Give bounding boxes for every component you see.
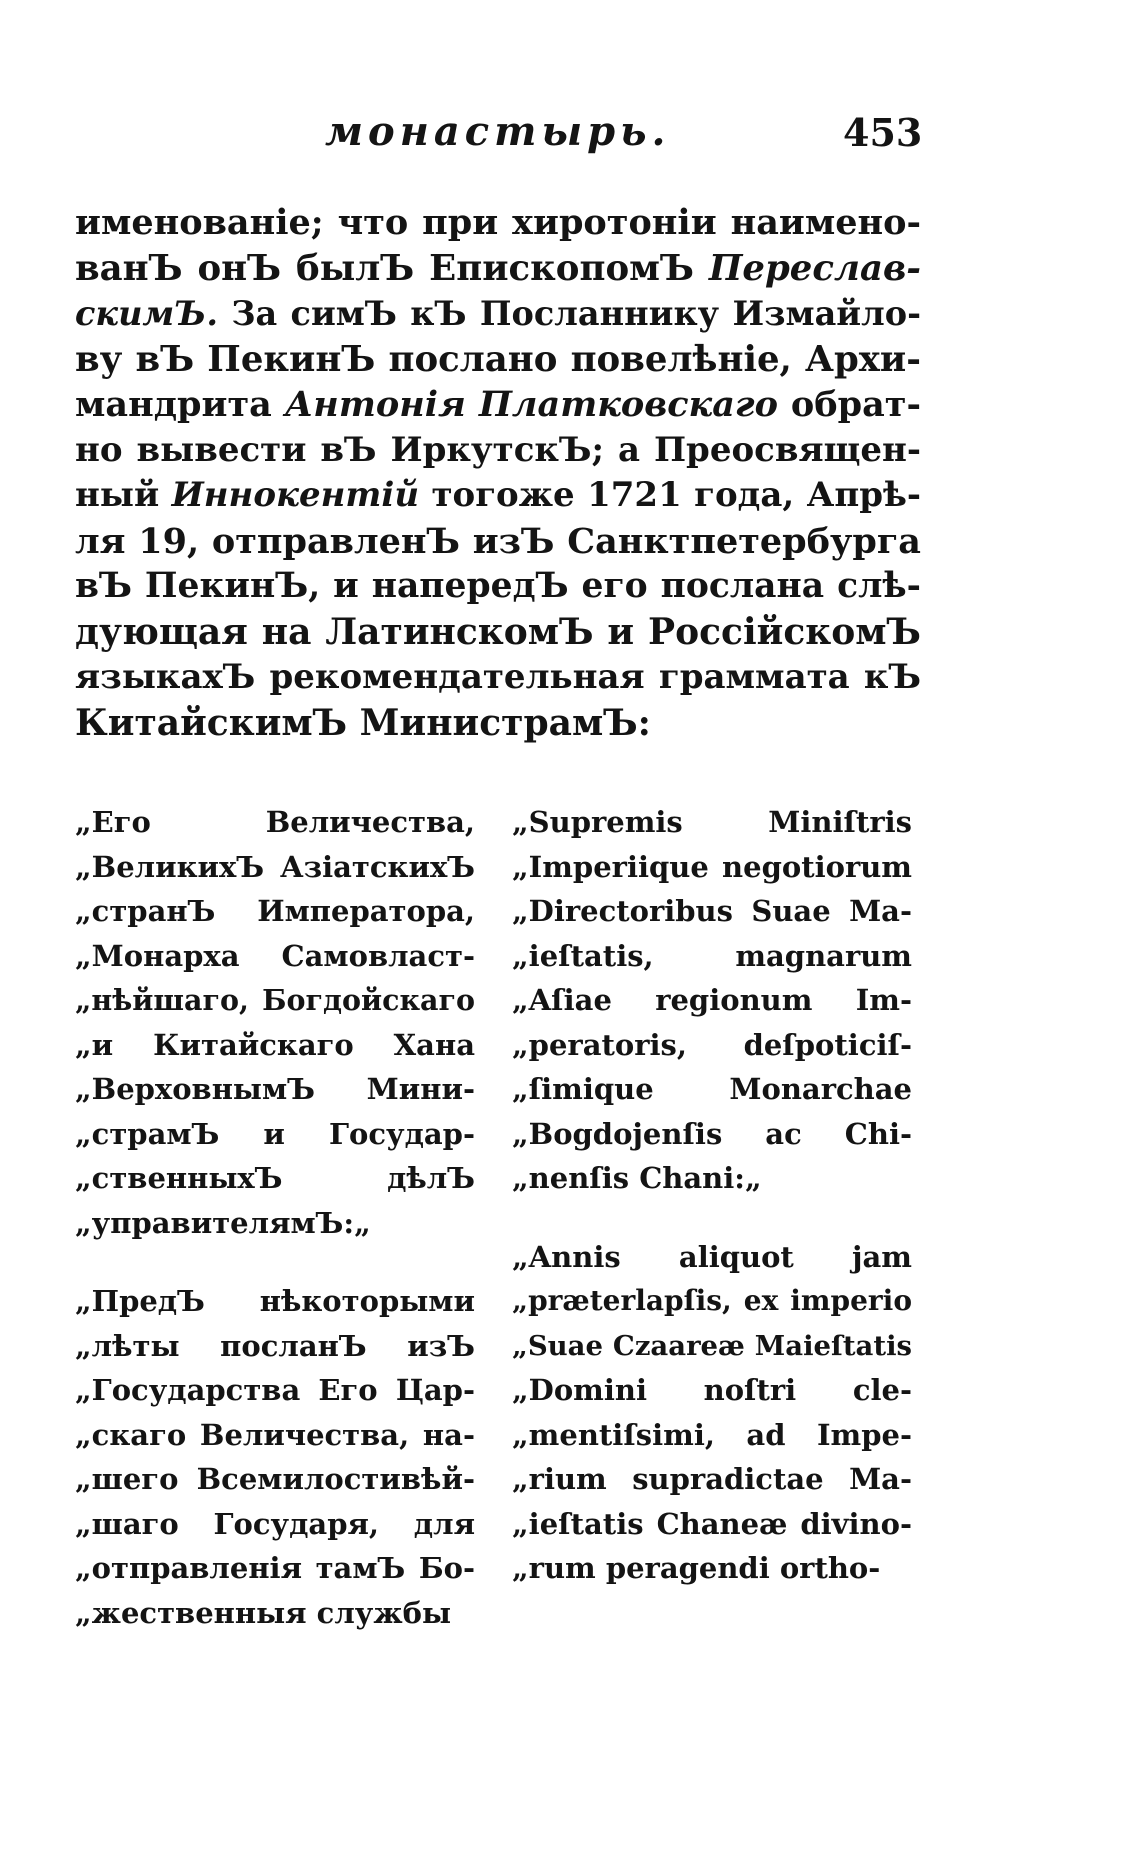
- column-line: „управителямЪ:„: [75, 1205, 371, 1240]
- column-line: „mentiſsimi, ad Impe-: [512, 1417, 912, 1452]
- text-segment: языкахЪ рекомендательная граммата кЪ: [75, 657, 921, 697]
- text-segment: ву вЪ ПекинЪ послано повелѣніе, Архи-: [75, 338, 921, 380]
- column-line: „Aſiae regionum Im-: [512, 983, 912, 1017]
- italic-name: Иннокентій: [171, 475, 420, 515]
- column-line: „отправленія тамЪ Бо-: [75, 1551, 475, 1585]
- column-line: „шаго Государя, для: [75, 1506, 475, 1541]
- italic-name: скимЪ.: [75, 294, 218, 333]
- text-line: [75, 610, 921, 656]
- column-line: „Imperiique negotiorum: [512, 849, 912, 884]
- text-line: [75, 655, 921, 701]
- column-line: „Annis aliquot jam: [512, 1239, 912, 1274]
- text-segment: мандрита: [75, 384, 285, 425]
- text-line: [75, 473, 921, 519]
- text-line: [75, 519, 921, 565]
- text-segment: КитайскимЪ МинистрамЪ:: [75, 701, 651, 744]
- column-line: „Directoribus Suae Ma-: [512, 894, 912, 928]
- column-line: „и Китайскаго Хана: [75, 1027, 475, 1062]
- column-line: „Domini noſtri cle-: [512, 1373, 912, 1407]
- italic-name: Антонія Платковскаго: [284, 384, 778, 425]
- text-line: [75, 564, 921, 610]
- text-segment: вЪ ПекинЪ, и напередЪ его послана слѣ-: [75, 566, 921, 606]
- column-line: „rium supradictae Ma-: [512, 1462, 912, 1496]
- text-segment: но вывести вЪ ИркутскЪ; а Преосвящен-: [75, 429, 921, 470]
- column-line: „ieſtatis Chaneæ divino-: [512, 1506, 912, 1541]
- column-line: „Suae Czaareæ Maieſtatis: [512, 1329, 912, 1362]
- column-line: „ieſtatis, magnarum: [512, 938, 912, 973]
- column-line: „шего Всемилостивѣй-: [75, 1462, 475, 1496]
- text-line: [75, 337, 921, 383]
- main-paragraph: [75, 200, 921, 746]
- russian-column: [75, 800, 475, 1635]
- text-line: [75, 428, 921, 474]
- text-segment: За симЪ кЪ Посланнику Измайло-: [217, 294, 921, 333]
- latin-column: [512, 800, 912, 1591]
- text-line: [75, 701, 921, 747]
- column-line: „скаго Величества, на-: [75, 1417, 475, 1452]
- text-segment: обрат-: [777, 384, 921, 425]
- text-line: [75, 200, 921, 246]
- column-line: „ſimique Monarchae: [512, 1072, 912, 1106]
- column-line: „Его Величества,: [75, 805, 475, 839]
- text-line: [75, 246, 921, 292]
- column-line: „præterlapſis, ex imperio: [512, 1284, 912, 1317]
- column-line: „rum peragendi ortho-: [512, 1551, 881, 1585]
- paragraph-gap: [512, 1201, 912, 1235]
- text-segment: ный: [75, 475, 172, 515]
- paragraph-gap: [75, 1245, 475, 1279]
- column-line: „нѣйшаго, Богдойскаго: [75, 983, 475, 1017]
- text-segment: ля 19, отправленЪ изЪ Санктпетербурга: [75, 520, 921, 562]
- column-line: „Bogdojenſis ac Chi-: [512, 1116, 912, 1151]
- text-line: [75, 382, 921, 428]
- column-line: „странЪ Императора,: [75, 894, 475, 928]
- column-line: „ственныхЪ дѣлЪ: [75, 1161, 475, 1195]
- column-line: „ВеликихЪ АзіатскихЪ: [75, 849, 475, 884]
- italic-name: Переслав-: [708, 247, 921, 289]
- column-line: „жественныя службы: [75, 1595, 452, 1630]
- text-segment: именованіе; что при хиротоніи наимено-: [75, 202, 921, 243]
- column-line: „nenſis Chani:„: [512, 1161, 762, 1195]
- column-line: „peratoris, deſpoticiſ-: [512, 1027, 912, 1062]
- column-line: „Государства Его Цар-: [75, 1373, 475, 1407]
- column-line: „Монарха Самовласт-: [75, 938, 475, 973]
- column-line: „страмЪ и Государ-: [75, 1116, 475, 1151]
- page-number: 453: [843, 110, 923, 155]
- page-header: [0, 108, 1140, 168]
- column-line: „лѣты посланЪ изЪ: [75, 1328, 475, 1363]
- text-segment: дующая на ЛатинскомЪ и РоссійскомЪ: [75, 610, 921, 653]
- text-segment: тогоже 1721 года, Апрѣ-: [419, 475, 922, 515]
- text-segment: ванЪ онЪ былЪ ЕпископомЪ: [75, 247, 709, 289]
- running-title: монастырь.: [325, 108, 671, 155]
- text-line: [75, 291, 921, 337]
- column-line: „Supremis Miniſtris: [512, 805, 912, 839]
- column-line: „ПредЪ нѣкоторыми: [75, 1284, 475, 1318]
- column-line: „ВерховнымЪ Мини-: [75, 1072, 475, 1106]
